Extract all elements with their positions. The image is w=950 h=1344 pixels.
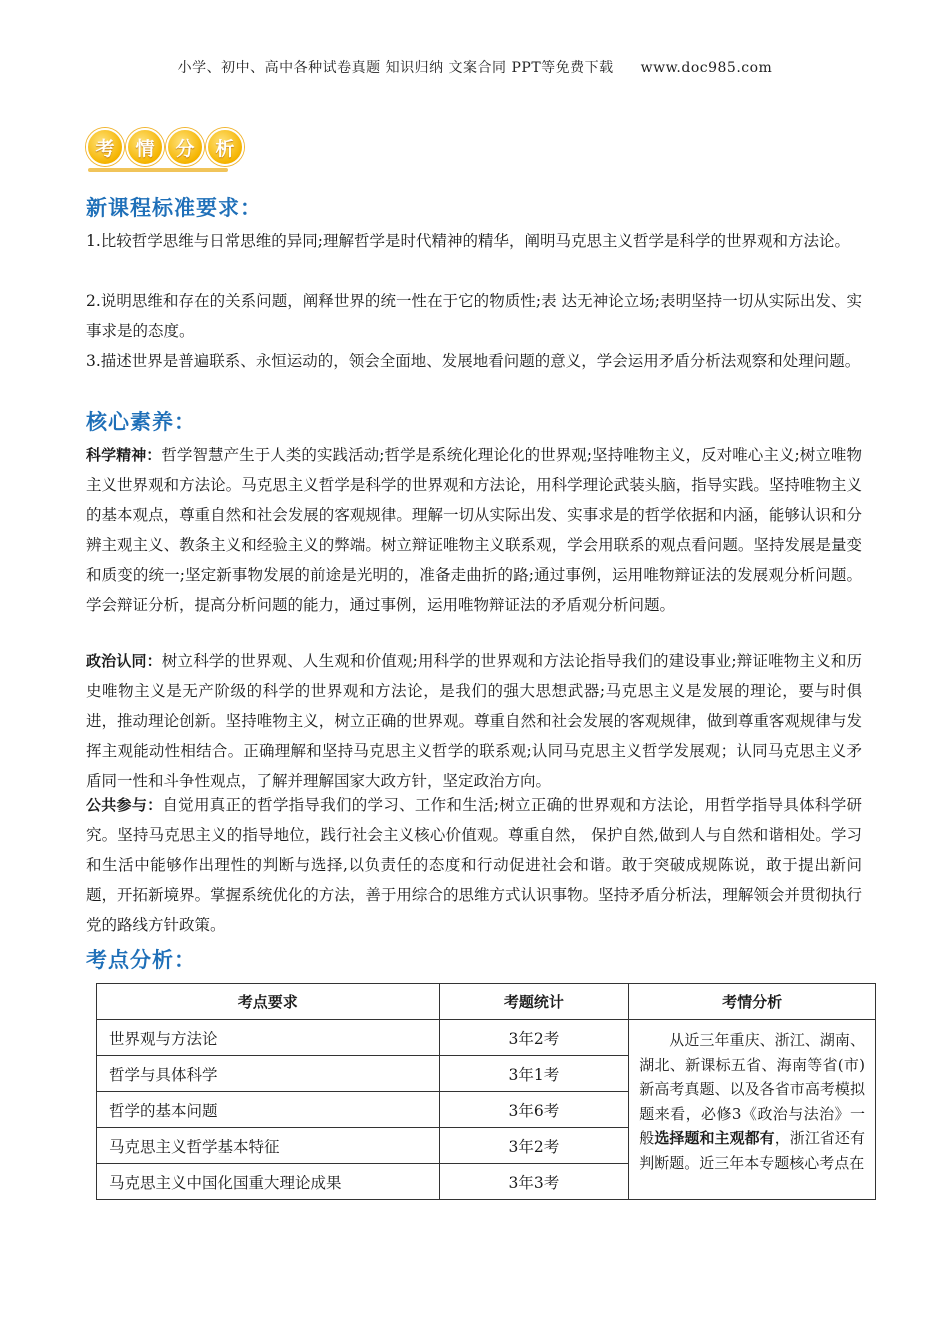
count-cell: 3年1考 [439, 1056, 629, 1092]
count-cell: 3年3考 [439, 1164, 629, 1200]
count-cell: 3年2考 [439, 1020, 629, 1056]
standard-item: 3.描述世界是普遍联系、永恒运动的，领会全面地、发展地看问题的意义，学会运用矛盾分析法观察和处理问题。 [86, 352, 861, 370]
core-item-text: 自觉用真正的哲学指导我们的学习、工作和生活;树立正确的世界观和方法论，用哲学指导具体科学研究。坚持马克思主义的指导地位，践行社会主义核心价值观。尊重自然， 保护自然,做到人与自然和谐相处。学习和生活中能够作出理性的判断与选择,以负责任的态度和行动促进社会和谐。敢于突破成规陈说，敢于提出新问题，开拓新境界。掌握系统优化的方法，善于用综合的思维方式认识事物。坚持矛盾分析法，理解领会并贯彻执行党的路线方针政策。 [86, 796, 862, 934]
badge-char: 析 [206, 128, 244, 166]
core-item-science [86, 440, 862, 620]
core-item-participation [86, 790, 862, 940]
core-item-lead: 科学精神： [86, 446, 162, 464]
core-item-text: 哲学智慧产生于人类的实践活动;哲学是系统化理论化的世界观;坚持唯物主义，反对唯心主义;树立唯物主义世界观和方法论。马克思主义哲学是科学的世界观和方法论，用科学理论武装头脑，指导实践。坚持唯物主义的基本观点，尊重自然和社会发展的客观规律。理解一切从实际出发、实事求是的哲学依据和内涵，能够认识和分辨主观主义、教条主义和经验主义的弊端。树立辩证唯物主义联系观，学会用联系的观点看问题。坚持发展是量变和质变的统一;坚定新事物发展的前途是光明的，准备走曲折的路;通过事例，运用唯物辩证法的发展观分析问题。学会辩证分析，提高分析问题的能力，通过事例，运用唯物辩证法的矛盾观分析问题。 [86, 446, 862, 614]
exam-analysis-badge [86, 128, 246, 174]
table-header: 考情分析 [629, 984, 876, 1020]
requirement-cell: 马克思主义中国化国重大理论成果 [97, 1164, 440, 1200]
core-item-political [86, 646, 862, 796]
core-literacy-title: 核心素养： [86, 410, 196, 434]
standard-item: 1.比较哲学思维与日常思维的异同;理解哲学是时代精神的精华，阐明马克思主义哲学是科学的世界观和方法论。 [86, 232, 851, 250]
requirement-cell: 哲学的基本问题 [97, 1092, 440, 1128]
analysis-text: ，浙江省还有判断题。近三年本专题核心考点在 [639, 1129, 865, 1172]
count-cell: 3年2考 [439, 1128, 629, 1164]
standards-title: 新课程标准要求： [86, 196, 262, 220]
table-header-row [97, 984, 876, 1020]
core-item-lead: 政治认同： [86, 652, 162, 670]
badge-char: 分 [166, 128, 204, 166]
table-header: 考题统计 [439, 984, 629, 1020]
core-item-lead: 公共参与： [86, 796, 163, 814]
table-header: 考点要求 [97, 984, 440, 1020]
requirement-cell: 世界观与方法论 [97, 1020, 440, 1056]
core-item-text: 树立科学的世界观、人生观和价值观;用科学的世界观和方法论指导我们的建设事业;辩证唯物主义和历史唯物主义是无产阶级的科学的世界观和方法论，是我们的强大思想武器;马克思主义是发展的理论，要与时俱进，推动理论创新。坚持唯物主义，树立正确的世界观。尊重自然和社会发展的客观规律，做到尊重客观规律与发挥主观能动性相结合。正确理解和坚持马克思主义哲学的联系观;认同马克思主义哲学发展观；认同马克思主义矛盾同一性和斗争性观点，了解并理解国家大政方针，坚定政治方向。 [86, 652, 862, 790]
page-header [0, 57, 950, 77]
exam-points-table [96, 983, 876, 1200]
count-cell: 3年6考 [439, 1092, 629, 1128]
header-url[interactable]: www.doc985.com [640, 60, 773, 76]
badge-underline [88, 168, 228, 172]
table-row [97, 1020, 876, 1056]
analysis-highlight: 选择题和主观都有 [654, 1129, 775, 1147]
badge-char: 情 [126, 128, 164, 166]
requirement-cell: 马克思主义哲学基本特征 [97, 1128, 440, 1164]
standard-item: 2.说明思维和存在的关系问题，阐释世界的统一性在于它的物质性;表 达无神论立场;表明坚持一切从实际出发、实事求是的态度。 [86, 292, 862, 340]
badge-char: 考 [86, 128, 124, 166]
requirement-cell: 哲学与具体科学 [97, 1056, 440, 1092]
header-text: 小学、初中、高中各种试卷真题 知识归纳 文案合同 PPT等免费下载 [177, 60, 614, 76]
analysis-text: 从近三年重庆、浙江、湖南、湖北、新课标五省、海南等省(市)新高考真题、以及各省市高考模拟题来看，必修3《政治与法治》一般 [639, 1031, 865, 1147]
analysis-cell [629, 1020, 876, 1200]
exam-points-title: 考点分析： [86, 948, 196, 972]
